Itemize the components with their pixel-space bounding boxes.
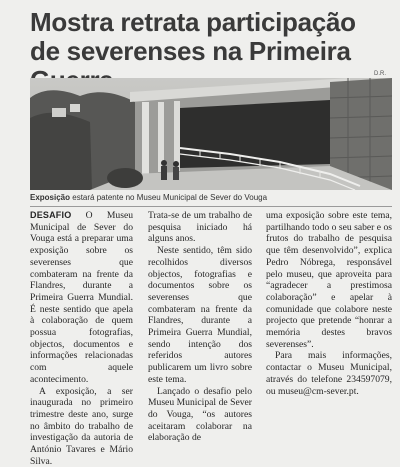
paragraph: Para mais informações, contactar o Museu Municipal, através do telefone 234597079, ou museu@cm-sever.pt. — [266, 350, 392, 397]
headline: Mostra retrata participação de severenses na Primeira — [30, 7, 356, 66]
kicker: DESAFIO — [30, 210, 72, 220]
photo-credit: D.R. — [374, 71, 386, 77]
photo-caption — [30, 193, 392, 203]
paragraph — [30, 210, 133, 386]
paragraph-text: O Museu Municipal de Sever do Vouga está a preparar uma exposição sobre os severenses que combateram na frente da Flandres, durante a Primeira Guerra Mundial. É neste sentido que apela à colaboração de quem possua fotografias, objectos, documentos e informações relacionadas com aquele acontecimento. — [30, 210, 133, 385]
paragraph: Lançado o desafio pelo Museu Municipal de Sever do Vouga, “os autores aceitaram colaborar na elaboração de — [148, 385, 252, 444]
museum-photo — [30, 78, 392, 190]
paragraph: Neste sentido, têm sido recolhidos diversos objectos, fotografias e documentos sobre os severenses que combateram na frente da Flandres, durante a Primeira Guerra Mundial, sendo intenção dos referidos autores publicarem um livro sobre este tema. — [148, 245, 252, 385]
paragraph: A exposição, a ser inaugurada no primeiro trimestre deste ano, surge no âmbito do trabalho de investigação da autoria de António Tavares e Mário Silva. — [30, 385, 133, 467]
paragraph: Trata-se de um trabalho de pesquisa iniciado há alguns anos. — [148, 210, 252, 245]
article-column-3 — [266, 210, 392, 397]
article-column-2 — [148, 210, 252, 444]
article-column-1 — [30, 210, 133, 467]
paragraph: uma exposição sobre este tema, partilhando todo o seu saber e os frutos do trabalho de pesquisa que têm desenvolvido”, explica Pedro Nóbrega, responsável pelo museu, que aproveita para “agradecer a prestimosa colaboração” e apelar à comunidade que colabore neste projecto que pretende “honrar a memória destes bravos severenses”. — [266, 210, 392, 350]
divider — [30, 206, 392, 207]
museum-building-illustration — [30, 78, 392, 190]
caption-text: estará patente no Museu Municipal de Sever do Vouga — [70, 193, 268, 202]
caption-lead: Exposição — [30, 193, 71, 202]
